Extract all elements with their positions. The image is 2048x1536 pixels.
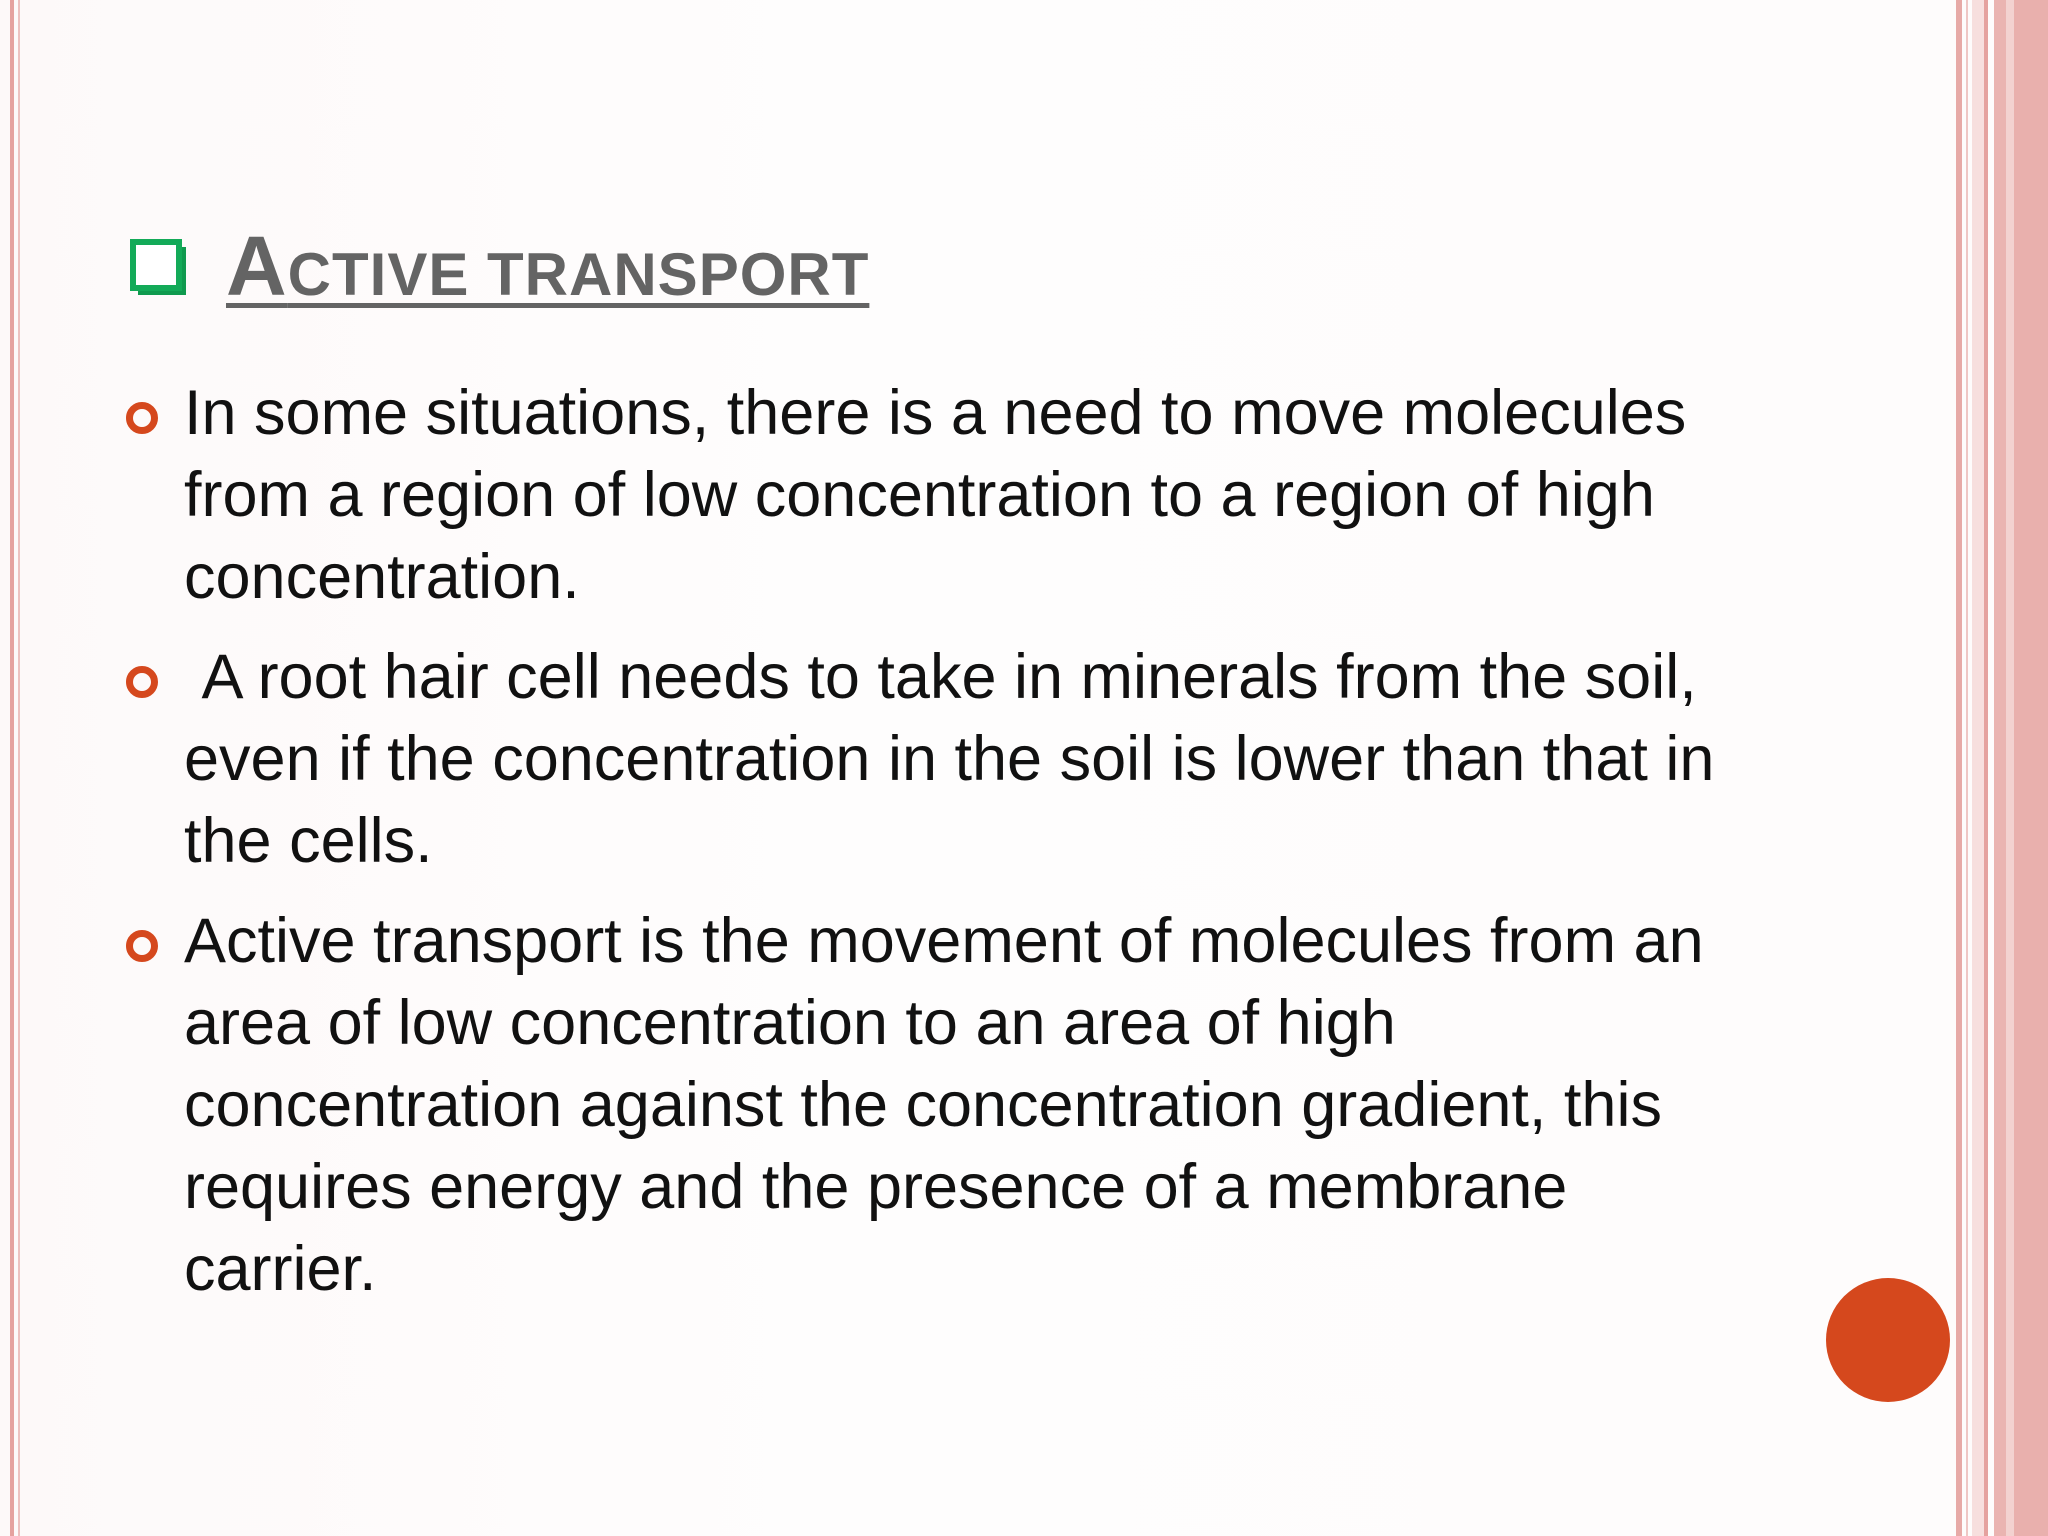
right-border-stripe	[1972, 0, 1984, 1536]
checkbox-icon-box	[130, 239, 182, 291]
right-border-stripe	[1994, 0, 2006, 1536]
ring-bullet-icon	[126, 930, 158, 962]
right-border-stripe	[1956, 0, 1962, 1536]
bullet-list	[126, 372, 1766, 1328]
right-border-stripe	[1984, 0, 1988, 1536]
right-border-stripe	[2006, 0, 2014, 1536]
ring-bullet-icon	[126, 666, 158, 698]
slide-title-rest: CTIVE TRANSPORT	[287, 241, 870, 308]
list-item	[126, 372, 1766, 618]
bullet-text: A root hair cell needs to take in minerals from the soil, even if the concentration in the soil is lower than that in the cells.	[184, 642, 1732, 876]
ring-bullet-icon	[126, 402, 158, 434]
decorative-circle	[1826, 1278, 1950, 1402]
slide-title	[226, 218, 869, 315]
bullet-text: Active transport is the movement of molecules from an area of low concentration to an area of high concentration against the concentration gradient, this requires energy and the presence of a membrane carrier.	[184, 906, 1704, 1304]
right-border-stripe	[2014, 0, 2048, 1536]
slide-title-row	[130, 218, 869, 315]
checkbox-icon	[130, 239, 186, 295]
list-item	[126, 900, 1766, 1310]
left-border-line-thin	[18, 0, 20, 1536]
right-border-stripe	[1966, 0, 1968, 1536]
left-border-line	[10, 0, 14, 1536]
slide-title-initial: A	[226, 219, 288, 313]
list-item	[126, 636, 1766, 882]
bullet-text: In some situations, there is a need to move molecules from a region of low concentration to a region of high concentration.	[184, 378, 1687, 612]
